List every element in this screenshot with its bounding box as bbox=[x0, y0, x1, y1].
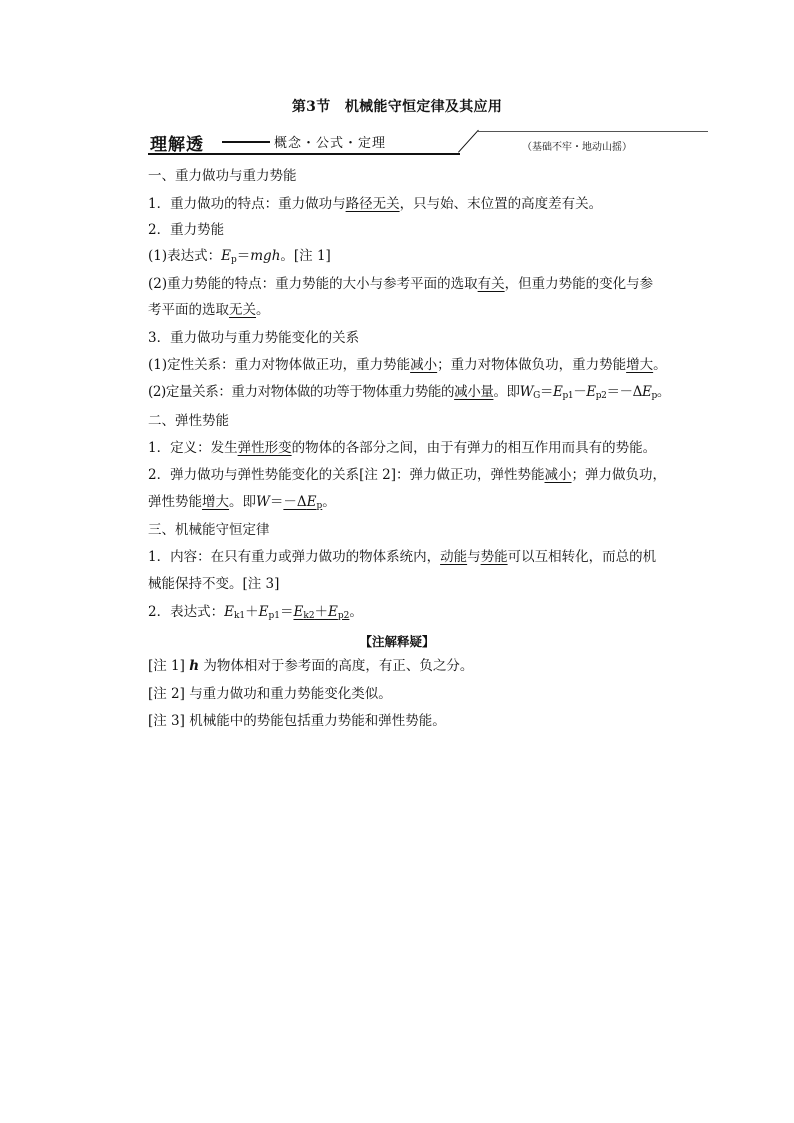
subscript: p2 bbox=[595, 391, 607, 401]
banner-underline bbox=[148, 153, 460, 155]
text: 2．表达式： bbox=[148, 604, 225, 620]
text: 1．重力做功的特点：重力做功与 bbox=[148, 196, 346, 212]
symbol: E bbox=[224, 604, 234, 620]
text: ＝ bbox=[269, 494, 284, 510]
text: 弹性势能 bbox=[148, 494, 202, 510]
text: 。 bbox=[653, 357, 667, 373]
text: 。 bbox=[256, 302, 270, 318]
underlined-term: 减小 bbox=[544, 467, 572, 483]
text: ＝ bbox=[236, 248, 251, 264]
banner-slant bbox=[458, 130, 479, 153]
banner-sub-label: 概念・公式・定理 bbox=[274, 136, 387, 151]
subscript: p2 bbox=[337, 611, 350, 621]
symbol: E bbox=[293, 604, 304, 620]
subscript: k1 bbox=[233, 611, 246, 621]
page-title: 第3节 机械能守恒定律及其应用 bbox=[291, 99, 503, 115]
text: ，只与始、末位置的高度差有关。 bbox=[399, 196, 603, 212]
text: 2．弹力做功与弹性势能变化的关系[注 2]：弹力做正功，弹性势能 bbox=[148, 467, 545, 483]
text: ；重力对物体做负功，重力势能 bbox=[437, 357, 627, 373]
text: ＝－Δ bbox=[606, 384, 643, 400]
paragraph-elastic-definition bbox=[148, 438, 656, 458]
symbol: W bbox=[256, 494, 270, 510]
symbol: E bbox=[642, 384, 652, 400]
text: － bbox=[573, 384, 587, 400]
text: 1．内容：在只有重力或弹力做功的物体系统内， bbox=[148, 549, 441, 565]
paragraph-gravity-work bbox=[148, 194, 602, 214]
banner-note: （基础不牢・地动山摇） bbox=[522, 142, 632, 153]
paragraph-qualitative bbox=[148, 355, 667, 375]
symbol: W bbox=[519, 384, 534, 400]
underlined-term: 动能 bbox=[440, 549, 468, 565]
paragraph-expression bbox=[148, 246, 331, 270]
section-heading-conservation: 三、机械能守恒定律 bbox=[148, 522, 270, 538]
symbol: E bbox=[553, 384, 563, 400]
paragraph-potential-feature-cont bbox=[148, 300, 270, 320]
underlined-term: 增大 bbox=[626, 357, 654, 373]
paragraph-elastic-relation-cont bbox=[148, 492, 336, 516]
banner-main-label: 理解透 bbox=[150, 135, 204, 155]
text: 。 bbox=[349, 604, 363, 620]
paragraph-gravity-potential: 2．重力势能 bbox=[148, 222, 225, 238]
text: 。即 bbox=[229, 494, 256, 510]
text: 考平面的选取 bbox=[148, 302, 229, 318]
paragraph-relation-heading: 3．重力做功与重力势能变化的关系 bbox=[148, 330, 360, 346]
text: 。即 bbox=[493, 384, 520, 400]
text: ＝ bbox=[539, 384, 554, 400]
banner-dash bbox=[222, 141, 270, 143]
underlined-term: 无关 bbox=[229, 302, 256, 318]
underlined-term: －Δ bbox=[283, 494, 307, 510]
subscript: p bbox=[316, 501, 323, 511]
paragraph-elastic-relation bbox=[148, 465, 666, 485]
text: 可以互相转化，而总的机 bbox=[507, 549, 657, 565]
text: ＋ bbox=[314, 604, 329, 620]
text: ，但重力势能的变化与参 bbox=[504, 276, 654, 292]
symbol: E bbox=[306, 494, 317, 510]
banner-top-rule bbox=[478, 131, 708, 132]
text: (2)重力势能的特点：重力势能的大小与参考平面的选取 bbox=[148, 276, 478, 292]
text: 。 bbox=[656, 384, 670, 400]
section-heading-gravity: 一、重力做功与重力势能 bbox=[148, 168, 297, 184]
underlined-term: 势能 bbox=[480, 549, 508, 565]
text: 。[注 1] bbox=[280, 248, 331, 264]
text: 。 bbox=[322, 494, 336, 510]
symbol: E bbox=[258, 604, 269, 620]
subscript: p1 bbox=[268, 611, 280, 621]
underlined-term: 路径无关 bbox=[345, 196, 400, 212]
paragraph-conservation-content-cont: 械能保持不变。[注 3] bbox=[148, 576, 280, 592]
text: ＝ bbox=[280, 604, 294, 620]
symbol: h bbox=[189, 658, 200, 674]
subscript: p1 bbox=[562, 391, 574, 401]
text: 与 bbox=[467, 549, 481, 565]
symbol: E bbox=[328, 604, 338, 620]
text: 的物体的各部分之间，由于有弹力的相互作用而具有的势能。 bbox=[291, 440, 657, 456]
note-1 bbox=[148, 656, 473, 676]
underlined-term: 减小量 bbox=[454, 384, 494, 400]
text: (1)表达式： bbox=[148, 248, 222, 264]
underlined-term: 有关 bbox=[477, 276, 505, 292]
notes-heading: 【注解释疑】 bbox=[359, 634, 435, 649]
note-3: [注 3] 机械能中的势能包括重力势能和弹性势能。 bbox=[148, 713, 446, 729]
section-banner bbox=[148, 128, 708, 158]
section-heading-elastic: 二、弹性势能 bbox=[148, 413, 229, 429]
text: ；弹力做负功， bbox=[571, 467, 667, 483]
subscript: p bbox=[230, 255, 237, 265]
symbol: E bbox=[586, 384, 596, 400]
paragraph-conservation-content bbox=[148, 547, 656, 567]
text: (1)定性关系：重力对物体做正功，重力势能 bbox=[148, 357, 411, 373]
subscript: G bbox=[533, 391, 540, 401]
text: [注 1] bbox=[148, 658, 190, 674]
symbol: mgh bbox=[250, 248, 281, 264]
symbol: E bbox=[221, 248, 231, 264]
subscript: p bbox=[651, 391, 657, 401]
note-2: [注 2] 与重力做功和重力势能变化类似。 bbox=[148, 686, 392, 702]
paragraph-potential-feature bbox=[148, 274, 653, 294]
underlined-term: 增大 bbox=[202, 494, 229, 510]
text: 为物体相对于参考面的高度，有正、负之分。 bbox=[199, 658, 474, 674]
text: ＋ bbox=[245, 604, 259, 620]
paragraph-quantitative bbox=[148, 382, 670, 406]
text: (2)定量关系：重力对物体做的功等于物体重力势能的 bbox=[148, 384, 455, 400]
underlined-term: 减小 bbox=[410, 357, 438, 373]
subscript: k2 bbox=[303, 611, 315, 621]
text: 1．定义：发生 bbox=[148, 440, 238, 456]
underlined-term: 弹性形变 bbox=[237, 440, 292, 456]
paragraph-conservation-expression bbox=[148, 602, 363, 626]
